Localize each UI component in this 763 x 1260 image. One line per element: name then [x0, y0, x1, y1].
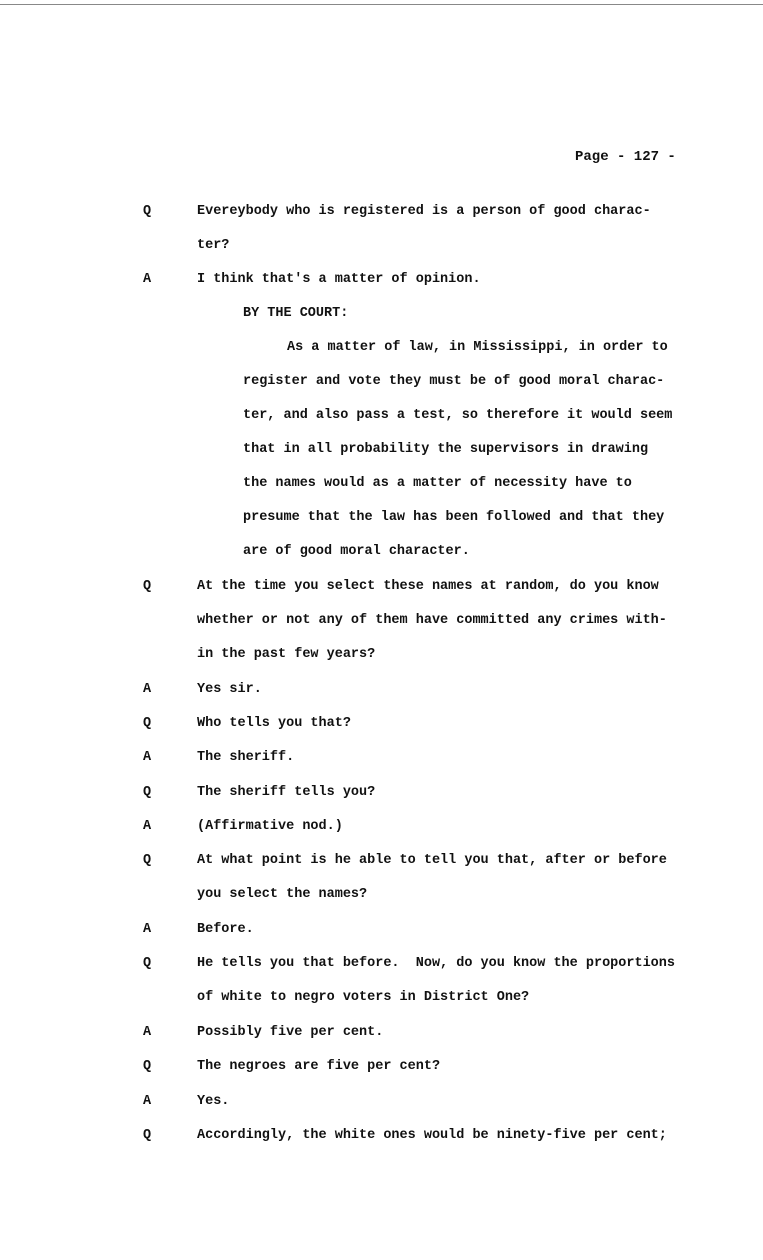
speaker-label: A: [143, 819, 152, 834]
transcript-line: Who tells you that?: [197, 716, 351, 731]
speaker-label: A: [143, 682, 152, 697]
speaker-label: Q: [143, 956, 152, 971]
transcript-line: Possibly five per cent.: [197, 1025, 384, 1040]
speaker-label: A: [143, 1094, 152, 1109]
transcript-line: whether or not any of them have committed any crimes with-: [197, 613, 667, 628]
transcript-line: The negroes are five per cent?: [197, 1059, 441, 1074]
transcript-line: The sheriff tells you?: [197, 785, 376, 800]
transcript-line: I think that's a matter of opinion.: [197, 272, 481, 287]
speaker-label: A: [143, 922, 152, 937]
court-statement-line: the names would as a matter of necessity have to: [243, 476, 632, 491]
speaker-label: Q: [143, 579, 152, 594]
court-statement-line: presume that the law has been followed and that they: [243, 510, 665, 525]
speaker-label: Q: [143, 716, 152, 731]
speaker-label: A: [143, 272, 152, 287]
transcript-line: in the past few years?: [197, 647, 376, 662]
top-border-line: [0, 4, 763, 5]
transcript-line: Accordingly, the white ones would be ninety-five per cent;: [197, 1128, 667, 1143]
speaker-label: Q: [143, 785, 152, 800]
transcript-line: Evereybody who is registered is a person of good charac-: [197, 204, 651, 219]
court-statement-line: that in all probability the supervisors in drawing: [243, 442, 649, 457]
transcript-line: At what point is he able to tell you that, after or before: [197, 853, 667, 868]
speaker-label: Q: [143, 853, 152, 868]
transcript-line: At the time you select these names at random, do you know: [197, 579, 659, 594]
court-heading: BY THE COURT:: [243, 306, 349, 321]
court-statement-line: register and vote they must be of good moral charac-: [243, 374, 665, 389]
transcript-line: (Affirmative nod.): [197, 819, 343, 834]
speaker-label: A: [143, 750, 152, 765]
transcript-line: Yes.: [197, 1094, 230, 1109]
transcript-line: you select the names?: [197, 887, 368, 902]
transcript-line: of white to negro voters in District One?: [197, 990, 530, 1005]
speaker-label: A: [143, 1025, 152, 1040]
transcript-line: ter?: [197, 238, 230, 253]
transcript-line: The sheriff.: [197, 750, 295, 765]
court-statement-line: are of good moral character.: [243, 544, 470, 559]
speaker-label: Q: [143, 1059, 152, 1074]
speaker-label: Q: [143, 1128, 152, 1143]
page-number: Page - 127 -: [575, 149, 676, 165]
court-statement-line: ter, and also pass a test, so therefore it would seem: [243, 408, 673, 423]
transcript-line: Yes sir.: [197, 682, 262, 697]
speaker-label: Q: [143, 204, 152, 219]
transcript-line: He tells you that before. Now, do you know the proportions: [197, 956, 675, 971]
court-statement-line: As a matter of law, in Mississippi, in order to: [287, 340, 668, 355]
transcript-line: Before.: [197, 922, 254, 937]
